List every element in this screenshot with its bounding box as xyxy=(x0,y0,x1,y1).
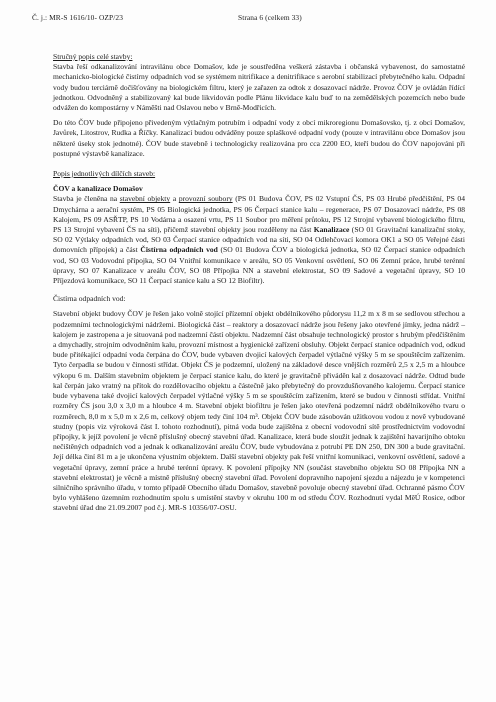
building-objects-term: stavební objekty xyxy=(119,194,171,204)
wwtp-paragraph: Stavební objekt budovy ČOV je řešen jako volně stojící přízemní objekt obdélníkového půdorysu 11,2 m x 8 m se sedlovou střechou a podzemními technologickými nádržemi. Biologická část – reaktory a dosazovací nádrže jsou řešeny jako otevřené jímky, jedna nádrž – kalojem je zastropena a je situovaná pod nadzemní částí objektu. Nadzemní část obsahuje technologický prostor s hrubým předčištěním a dmychadly, strojním odvodněním kalu, provozní místnost a hygienické zařízení obsluhy. Objekt čerpací stanice odpadních vod, odkud bude přitékající odpadní voda čerpána do ČOV, bude vybaven dvojicí kalových čerpadel výtlačné výšky 5 m se spouštěcím zařízením. Tyto čerpadla se budou v činnosti střídat. Objekt ČS je podzemní, uložený na základové desce vnějších rozměrů 2,5 x 2,5 m a hloubce výkopu 6 m. Dalším stavebním objektem je čerpací stanice kalu, do které je gravitačně přiváděn kal z dosazovací nádrže. Odtud bude kal čerpán jako vratný na přítok do rozdělovacího objektu a částečně jako přebytečný do provzdušňovaného kalojemu. Čerpací stanice bude vybavena také dvojicí kalových čerpadel výtlačné výšky 5 m se spouštěcím zařízením, které se budou v činnosti střídat. Vnitřní rozměry ČS jsou 3,0 x 3,0 m a hloubce 4 m. Stavební objekt biofiltru je řešen jako otevřená podzemní nádrž obdélníkového tvaru o rozměrech, 8,0 m x 5,0 m x 2,6 m, celkový objem tedy činí 104 m³. Objekt ČOV bude zásobován užitkovou vodou z nově vybudované studny (popis viz výroková část I. tohoto rozhodnutí), pitná voda bude zajištěna z obecní vodovodní sítě prostřednictvím vodovodní přípojky, k jejíž povolení je věcně příslušný obecný stavební úřad. Kanalizace, která bude sloužit jednak k zajištění havarijního obtoku nečištěných odpadních vod a jednak k odkanalizování areálu ČOV, bude vybudována z potrubí PE DN 250, DN 300 a bude gravitační. Její délka činí 81 m a je ukončena výustním objektem. Další stavební objekty pak řeší vnitřní komunikaci, venkovní osvětlení, sadové a vegetační úpravy, zemní práce a hrubé terénní úpravy. K povolení přípojky NN (součást stavebního objektu SO 08 Přípojka NN a stavební elektrostat) je věcně a místně příslušný obecný stavební úřad. Povolení dopravního napojení sjezdu a nájezdu je v kompetenci silničního správního úřadu, v tomto případě Obecního úřadu Domašov, stavebně povoluje obecný stavební úřad. Ochranné pásmo ČOV bylo vyhlášeno územním rozhodnutím spolu s umístění stavby v okruhu 100 m od středu ČOV. Rozhodnutí vydal MěÚ Rosice, odbor stavební úřad dne 21.09.2007 pod č.j. MR-S 10356/07-OSU. xyxy=(53,309,465,513)
document-body xyxy=(53,52,465,514)
summary-heading: Stručný popis celé stavby: xyxy=(53,52,133,61)
wwtp-heading: Čistírna odpadních vod: xyxy=(53,294,126,304)
cov-title: ČOV a kanalizace Domašov xyxy=(53,184,143,194)
intro-text: Stavba je členěna na xyxy=(53,194,120,204)
operating-units-list: (PS 01 Budova ČOV, PS 02 Vstupní ČS, PS 03 Hrubé předčištění, PS 04 Dmychárna a aerační systém, PS 05 Biologická jednotka, PS 06 Čerpací stanice kalu – regenerace, PS 07 Dosazovací nádrže, PS 08 Kalojem, PS 09 ASŘTP, PS 10 Vodárna a osazení vrtu, PS 11 Soubor pro měření průtoku, PS 12 Strojní vybavení biologického filtru, PS 13 Strojní vybavení ČS na síti), přičemž stavební objekty jsou rozděleny na část xyxy=(53,194,465,235)
cistirna-term: Čistírna odpadních vod xyxy=(140,245,218,255)
intro-conjunction: a xyxy=(170,194,179,204)
kanalizace-list: (SO 01 Gravitační kanalizační stoky, SO 02 Výtlaky odpadních vod, SO 03 Čerpací stanice odpadních vod na síti, SO 04 Odlehčovací komora OK1 a SO 05 Veřejné části domovních přípojek) a část xyxy=(53,225,466,255)
summary-paragraph-2: Do této ČOV bude připojeno přivedeným výtlačným potrubím i odpadní vody z obcí mikroregionu Domašovsko, tj. z obcí Domašov, Javůrek, Litostrov, Rudka a Říčky. Kanalizací budou odváděny pouze splaškové odpadní vody (pouze v intravilánu obce Domašov jsou některé úseky stok jednotné). ČOV bude stavebně i technologicky realizována pro cca 2200 EO, kteří budou do ČOV napojováni při postupné výstavbě kanalizace. xyxy=(53,118,465,158)
structure-paragraph xyxy=(53,194,465,286)
cistirna-list: (SO 01 Budova ČOV a biologická jednotka, SO 02 Čerpací stanice odpadních vod, SO 03 Vodovodní přípojka, SO 04 Vnitřní komunikace v areálu, SO 05 Venkovní osvětlení, SO 06 Zemní práce, hrubé terénní úpravy, SO 07 Kanalizace v areálu ČOV, SO 08 Přípojka NN a stavební elektrostat, SO 09 Sadové a vegetační úpravy, SO 10 Příjezdová komunikace, SO 11 Čerpací stanice kalu a SO 12 Biofiltr). xyxy=(53,245,465,286)
parts-heading: Popis jednotlivých dílčích staveb: xyxy=(53,169,156,179)
summary-paragraph-1: Stavba řeší odkanalizování intravilánu obce Domašov, kde je soustředěna veškerá zástavba i občanská vybavenost, do samostatné mechanicko-biologické čistírny odpadních vod se systémem nitrifikace a denitrifikace s aerobní stabilizací přebytečného kalu. Odpadní vody budou terciárně dočišťovány na biologickém filtru, který je zařazen za odtok z dosazovací nádrže. Provoz ČOV je ovládán řídící jednotkou. Odvodněný a stabilizovaný kal bude likvidován podle Plánu likvidace kalu buď to na zemědělských pozemcích nebo bude odvážen do kompostárny v Náměšti nad Oslavou nebo v Brně-Modřicích. xyxy=(53,62,465,113)
page-number: Strana 6 (celkem 33) xyxy=(238,13,302,22)
kanalizace-term: Kanalizace xyxy=(313,225,350,235)
reference-number: Č. j.: MR-S 1616/10- OZP/23 xyxy=(32,13,123,22)
operating-units-term: provozní soubory xyxy=(178,194,233,204)
